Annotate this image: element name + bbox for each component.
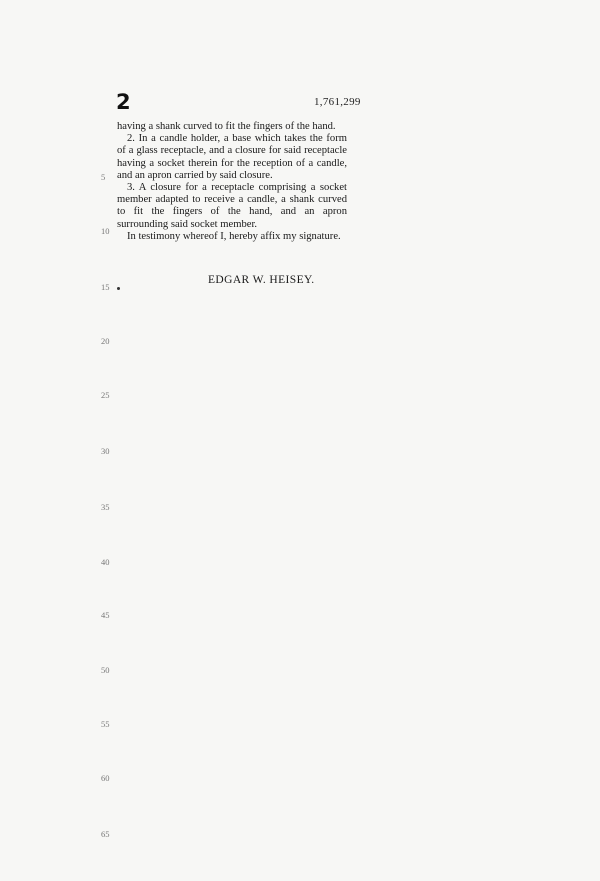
line-number: 20: [101, 336, 110, 346]
claims-text: [117, 121, 347, 243]
line-number: 30: [101, 446, 110, 456]
testimony-paragraph: In testimony whereof I, hereby affix my signature.: [127, 230, 341, 242]
line-number: 25: [101, 390, 110, 400]
patent-number: 1,761,299: [314, 96, 361, 108]
continuation-paragraph: having a shank curved to fit the fingers of the hand.: [117, 121, 336, 132]
ink-speck: [117, 287, 120, 290]
line-number: 15: [101, 282, 110, 292]
line-number: 55: [101, 719, 110, 729]
line-number: 40: [101, 557, 110, 567]
line-number: 60: [101, 773, 110, 783]
line-number: 35: [101, 502, 110, 512]
claim-2: 2. In a candle holder, a base which takes the form of a glass receptacle, and a closure for said receptacle having a socket therein for the reception of a candle, and an apron carried by said closure.: [117, 133, 347, 181]
line-number: 65: [101, 829, 110, 839]
page-number: 2: [116, 90, 131, 114]
claim-3: 3. A closure for a receptacle comprising a socket member adapted to receive a candle, a shank curved to fit the fingers of the hand, and an apron surrounding said socket member.: [117, 182, 347, 230]
signature: EDGAR W. HEISEY.: [208, 274, 315, 286]
line-number: 5: [101, 172, 106, 182]
line-number: 10: [101, 226, 110, 236]
line-number: 45: [101, 610, 110, 620]
line-number: 50: [101, 665, 110, 675]
